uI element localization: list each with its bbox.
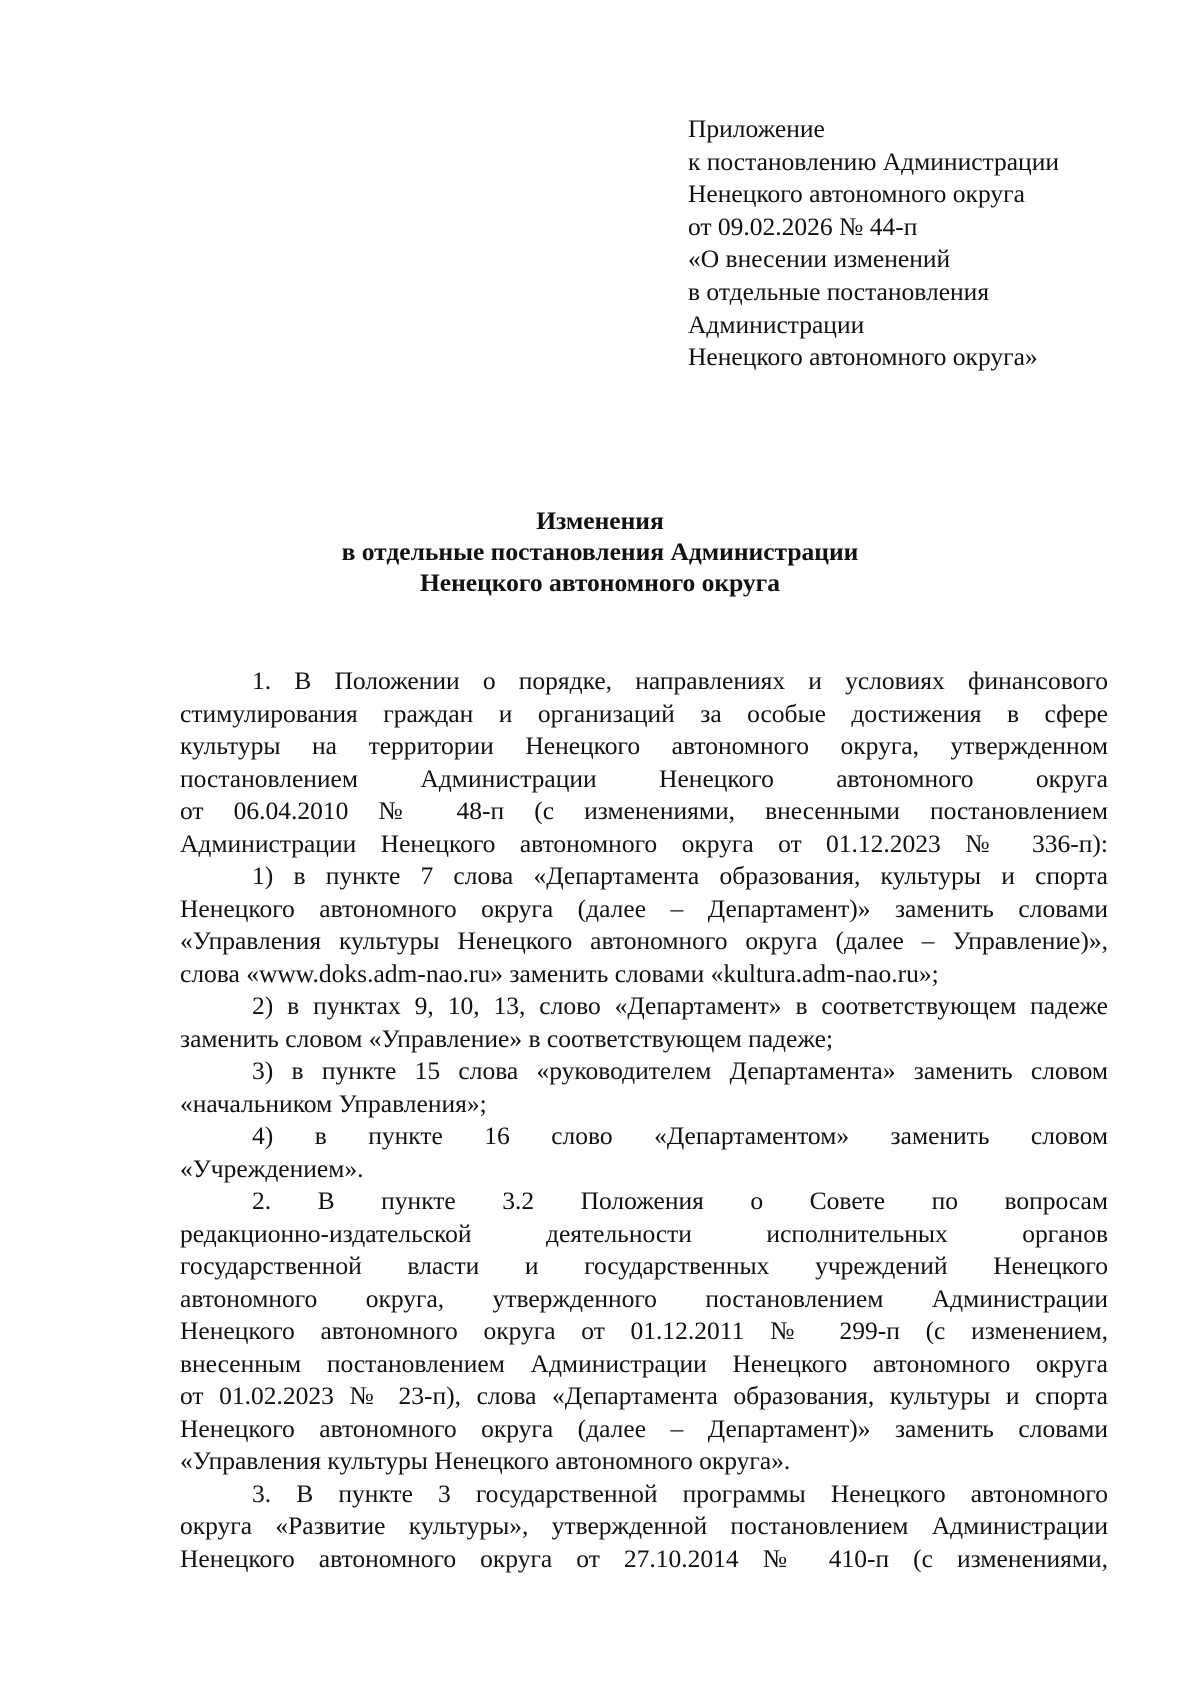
appendix-line: от 09.02.2026 № 44-п	[688, 211, 918, 241]
document-body	[180, 665, 1108, 1575]
text-line: государственной власти и государственных учреждений Ненецкого	[180, 1251, 1108, 1280]
paragraph-1	[180, 665, 1108, 860]
appendix-line: Ненецкого автономного округа»	[688, 342, 1038, 372]
text-line: постановлением Администрации Ненецкого автономного округа	[180, 763, 1108, 793]
text-line: Администрации Ненецкого автономного округа от 01.12.2023 № 336-п):	[180, 828, 1108, 858]
title-line: в отдельные постановления Администрации	[341, 537, 859, 566]
appendix-line: «О внесении изменений	[688, 244, 951, 274]
text-line: культуры на территории Ненецкого автономного округа, утвержденном	[180, 731, 1108, 760]
paragraph-1-item-4	[180, 1120, 1108, 1185]
text-line: Ненецкого автономного округа от 01.12.2011 № 299-п (с изменением,	[180, 1316, 1108, 1345]
paragraph-3	[180, 1478, 1108, 1576]
paragraph-1-item-2	[180, 990, 1108, 1055]
appendix-line: к постановлению Администрации	[688, 146, 1059, 176]
text-line: «Управления культуры Ненецкого автономного округа».	[180, 1446, 791, 1475]
title-line: Изменения	[536, 506, 664, 535]
appendix-header	[688, 113, 1158, 374]
text-line: 1. В Положении о порядке, направлениях и условиях финансового	[252, 666, 1108, 695]
text-line: 4) в пункте 16 слово «Департаментом» заменить словом	[252, 1121, 1108, 1150]
text-line: от 06.04.2010 № 48-п (с изменениями, внесенными постановлением	[180, 796, 1108, 825]
text-line: от 01.02.2023 № 23-п), слова «Департамента образования, культуры и спорта	[180, 1381, 1108, 1410]
text-line: 2) в пунктах 9, 10, 13, слово «Департамент» в соответствующем падеже	[252, 991, 1108, 1020]
text-line: Ненецкого автономного округа (далее – Департамент)» заменить словами	[180, 1413, 1108, 1443]
text-line: 2. В пункте 3.2 Положения о Совете по вопросам	[252, 1186, 1108, 1215]
appendix-line: в отдельные постановления	[688, 276, 990, 306]
text-line: 3) в пункте 15 слова «руководителем Департамента» заменить словом	[252, 1056, 1108, 1085]
document-title	[200, 505, 1000, 598]
text-line: округа «Развитие культуры», утвержденной постановлением Администрации	[180, 1511, 1108, 1540]
text-line: «начальником Управления»;	[180, 1088, 487, 1118]
appendix-line: Приложение	[688, 114, 825, 143]
appendix-line: Администрации	[688, 309, 865, 339]
text-line: внесенным постановлением Администрации Ненецкого автономного округа	[180, 1348, 1108, 1378]
title-line: Ненецкого автономного округа	[419, 568, 781, 597]
paragraph-1-item-1	[180, 860, 1108, 990]
paragraph-2	[180, 1185, 1108, 1478]
text-line: Ненецкого автономного округа (далее – Департамент)» заменить словами	[180, 893, 1108, 923]
text-line: «Управления культуры Ненецкого автономного округа (далее – Управление)»,	[180, 926, 1108, 955]
text-line: стимулирования граждан и организаций за особые достижения в сфере	[180, 698, 1108, 728]
text-line: слова «www.doks.adm-nao.ru» заменить словами «kultura.adm-nao.ru»;	[180, 958, 939, 988]
text-line: Ненецкого автономного округа от 27.10.2014 № 410-п (с изменениями,	[180, 1543, 1108, 1573]
text-line: 3. В пункте 3 государственной программы Ненецкого автономного	[252, 1478, 1108, 1508]
text-line: редакционно-издательской деятельности исполнительных органов	[180, 1218, 1108, 1248]
text-line: автономного округа, утвержденного постановлением Администрации	[180, 1283, 1108, 1313]
appendix-line: Ненецкого автономного округа	[688, 179, 1025, 209]
paragraph-1-item-3	[180, 1055, 1108, 1120]
text-line: «Учреждением».	[180, 1153, 364, 1183]
text-line: 1) в пункте 7 слова «Департамента образования, культуры и спорта	[252, 861, 1108, 890]
text-line: заменить словом «Управление» в соответствующем падеже;	[180, 1023, 834, 1053]
